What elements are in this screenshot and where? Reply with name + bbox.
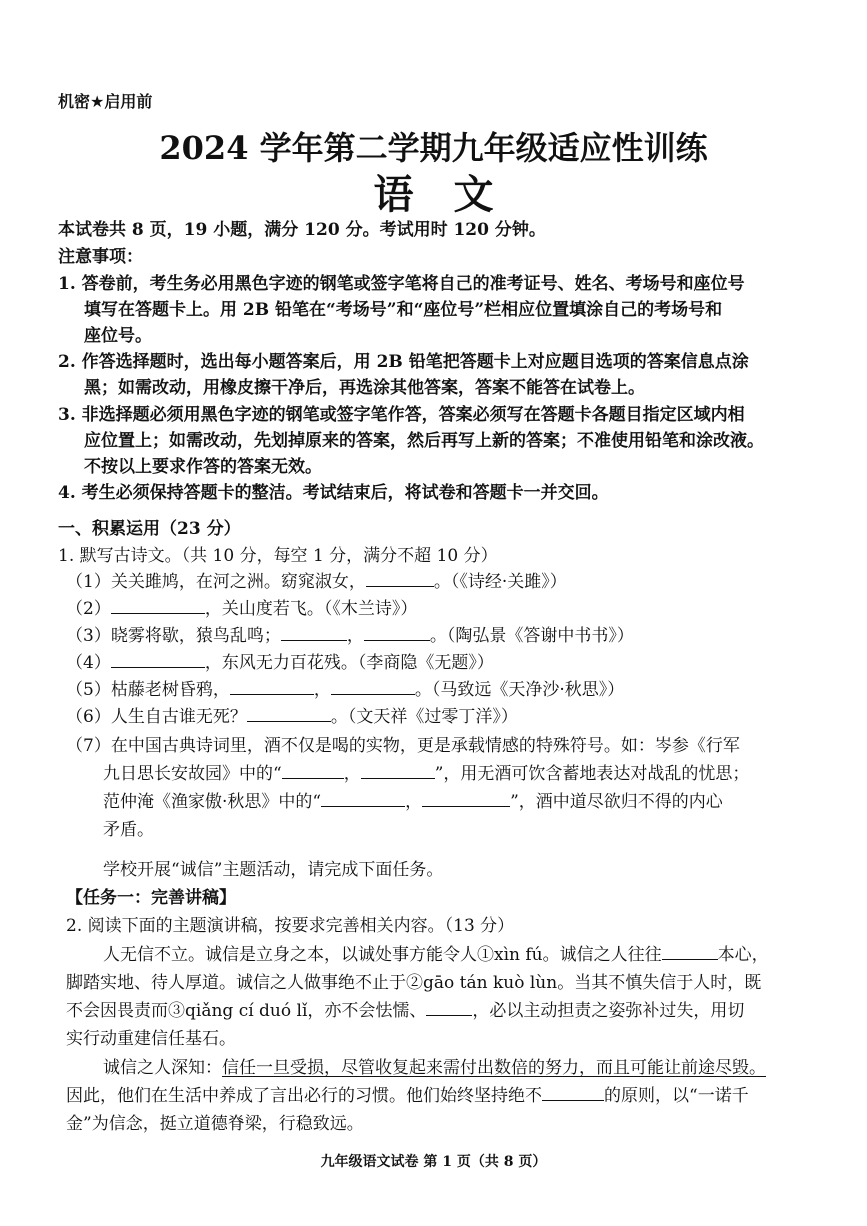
- passage-line: 诚信之人深知：信任一旦受损，尽管收复起来需付出数倍的努力，而且可能让前途尽毁。: [103, 1058, 766, 1078]
- question-1-stem: 1. 默写古诗文。（共 10 分，每空 1 分，满分不超 10 分）: [58, 546, 498, 566]
- underlined-sentence: 信任一旦受损，尽管收复起来需付出数倍的努力，而且可能让前途尽毁。: [222, 1058, 766, 1078]
- notes-heading: 注意事项：: [58, 247, 143, 267]
- note-line: 3. 非选择题必须用黑色字迹的钢笔或签字笔作答，答案必须写在答题卡各题目指定区域内相: [58, 405, 745, 425]
- answer-blank[interactable]: [361, 762, 435, 779]
- passage-line: 因此，他们在生活中养成了言出必行的习惯。他们始终坚持绝不 的原则，以“一诺千: [66, 1086, 749, 1106]
- answer-blank[interactable]: [230, 678, 314, 695]
- question-1-item: （4） ，东风无力百花残。（李商隐《无题》）: [66, 653, 494, 673]
- question-1-item: （5）枯藤老树昏鸦， ， 。（马致远《天净沙·秋思》）: [66, 680, 625, 700]
- question-1-item-7-line: 矛盾。: [103, 820, 154, 840]
- note-line: 应位置上；如需改动，先划掉原来的答案，然后再写上新的答案；不准使用铅笔和涂改液。: [84, 431, 764, 451]
- confidential-mark: 机密★启用前: [58, 92, 153, 111]
- answer-blank[interactable]: [321, 790, 405, 807]
- question-1-item: （2） ，关山度若飞。（《木兰诗》）: [66, 599, 418, 619]
- answer-blank[interactable]: [542, 1084, 604, 1101]
- question-1-item-7-line: （7）在中国古典诗词里，酒不仅是喝的实物，更是承载情感的特殊符号。如：岑参《行军: [66, 736, 740, 756]
- section-heading: 一、积累运用（23 分）: [58, 519, 241, 539]
- note-line: 2. 作答选择题时，选出每小题答案后，用 2B 铅笔把答题卡上对应题目选项的答案信息点涂: [58, 352, 749, 372]
- activity-intro: 学校开展“诚信”主题活动，请完成下面任务。: [103, 860, 444, 880]
- exam-summary: 本试卷共 8 页，19 小题，满分 120 分。考试用时 120 分钟。: [58, 220, 546, 240]
- answer-blank[interactable]: [111, 597, 205, 614]
- page-footer: 九年级语文试卷 第 1 页（共 8 页）: [320, 1154, 547, 1170]
- passage-line: 实行动重建信任基石。: [66, 1029, 236, 1049]
- note-line: 4. 考生必须保持答题卡的整洁。考试结束后，将试卷和答题卡一并交回。: [58, 483, 609, 503]
- answer-blank[interactable]: [247, 705, 331, 722]
- answer-blank[interactable]: [366, 570, 434, 587]
- exam-title: 2024 学年第二学期九年级适应性训练: [159, 129, 708, 167]
- answer-blank[interactable]: [364, 624, 430, 641]
- answer-blank[interactable]: [426, 999, 472, 1016]
- passage-line: 人无信不立。诚信是立身之本，以诚处事方能令人①xìn fú。诚信之人往往 本心，: [103, 945, 769, 965]
- answer-blank[interactable]: [111, 651, 205, 668]
- answer-blank[interactable]: [422, 790, 510, 807]
- note-line: 座位号。: [84, 326, 152, 346]
- answer-blank[interactable]: [281, 624, 347, 641]
- passage-line: 金”为信念，挺立道德脊梁，行稳致远。: [66, 1114, 364, 1134]
- answer-blank[interactable]: [662, 943, 718, 960]
- subject-title: 语文: [373, 171, 534, 218]
- question-2-stem: 2. 阅读下面的主题演讲稿，按要求完善相关内容。（13 分）: [66, 916, 515, 936]
- question-1-item-7-line: 范仲淹《渔家傲·秋思》中的“ ， ”，酒中道尽欲归不得的内心: [103, 792, 723, 812]
- question-1-item: （1）关关雎鸠，在河之洲。窈窕淑女， 。（《诗经·关雎》）: [66, 572, 567, 592]
- answer-blank[interactable]: [331, 678, 415, 695]
- note-line: 不按以上要求作答的答案无效。: [84, 457, 322, 477]
- question-1-item-7-line: 九日思长安故园》中的“ ， ”，用无酒可饮含蓄地表达对战乱的忧思；: [103, 764, 750, 784]
- question-1-item: （3）晓雾将歇，猿鸟乱鸣； ， 。（陶弘景《答谢中书书》）: [66, 626, 634, 646]
- note-line: 1. 答卷前，考生务必用黑色字迹的钢笔或签字笔将自己的准考证号、姓名、考场号和座位号: [58, 274, 745, 294]
- note-line: 黑；如需改动，用橡皮擦干净后，再选涂其他答案，答案不能答在试卷上。: [84, 378, 645, 398]
- passage-line: 不会因畏责而③qiǎng cí duó lǐ，亦不会怯懦、 ，必以主动担责之姿弥补过失，用切: [66, 1001, 745, 1021]
- passage-line: 脚踏实地、待人厚道。诚信之人做事绝不止于②gāo tán kuò lùn。当其不慎失信于人时，既: [66, 973, 762, 993]
- note-line: 填写在答题卡上。用 2B 铅笔在“考场号”和“座位号”栏相应位置填涂自己的考场号和: [84, 300, 723, 320]
- task-heading: 【任务一：完善讲稿】: [66, 888, 236, 908]
- question-1-item: （6）人生自古谁无死？ 。（文天祥《过零丁洋》）: [66, 707, 518, 727]
- answer-blank[interactable]: [282, 762, 344, 779]
